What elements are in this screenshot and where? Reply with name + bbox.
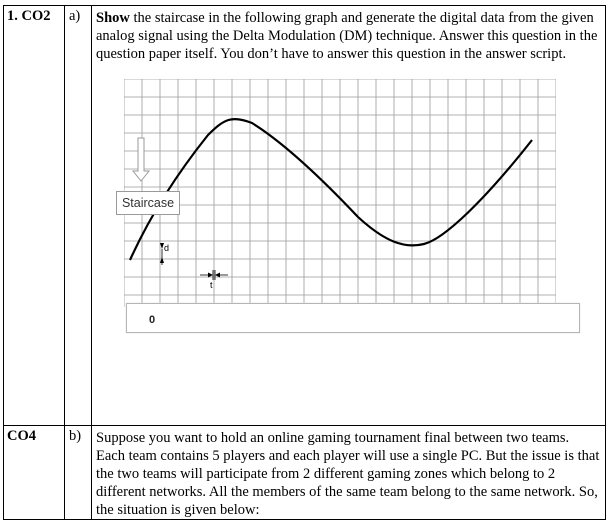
question-id-b: CO4 <box>4 426 65 520</box>
question-text-a-body: the staircase in the following graph and generate the digital data from the given analog signal using the Delta Modulation (DM) technique. Answer this question in the question paper itself. You don’t have to answer this question in the answer script. <box>96 10 598 62</box>
question-text-b: Suppose you want to hold an online gaming tournament final between two teams. Each team contains 5 players and each player will use a single PC. But the issue is that the two teams will participate from 2 different gaming zones which belong to 2 different networks. All the members of the same team belong to the same network. So, the situation is given below: <box>96 430 600 518</box>
staircase-label-box: Staircase <box>116 191 180 215</box>
question-text-a <box>92 6 605 63</box>
delta-modulation-graph <box>92 63 605 401</box>
question-part-b: b) <box>65 426 92 520</box>
question-row-b <box>4 426 606 520</box>
question-body-a <box>92 6 606 426</box>
down-arrow-icon <box>133 138 149 181</box>
delta-label: d <box>164 243 170 253</box>
question-row-a <box>4 6 606 426</box>
question-body-b <box>92 426 606 520</box>
question-id-a: 1. CO2 <box>4 6 65 426</box>
question-table <box>3 5 606 520</box>
digital-data-first-bit: 0 <box>149 314 156 326</box>
graph-svg <box>124 79 556 307</box>
graph-grid <box>124 79 556 307</box>
analog-signal-curve <box>130 119 532 260</box>
question-lead-bold: Show <box>96 10 130 26</box>
digital-data-answer-box[interactable] <box>126 303 580 333</box>
time-label: t <box>210 280 213 290</box>
question-part-a: a) <box>65 6 92 426</box>
